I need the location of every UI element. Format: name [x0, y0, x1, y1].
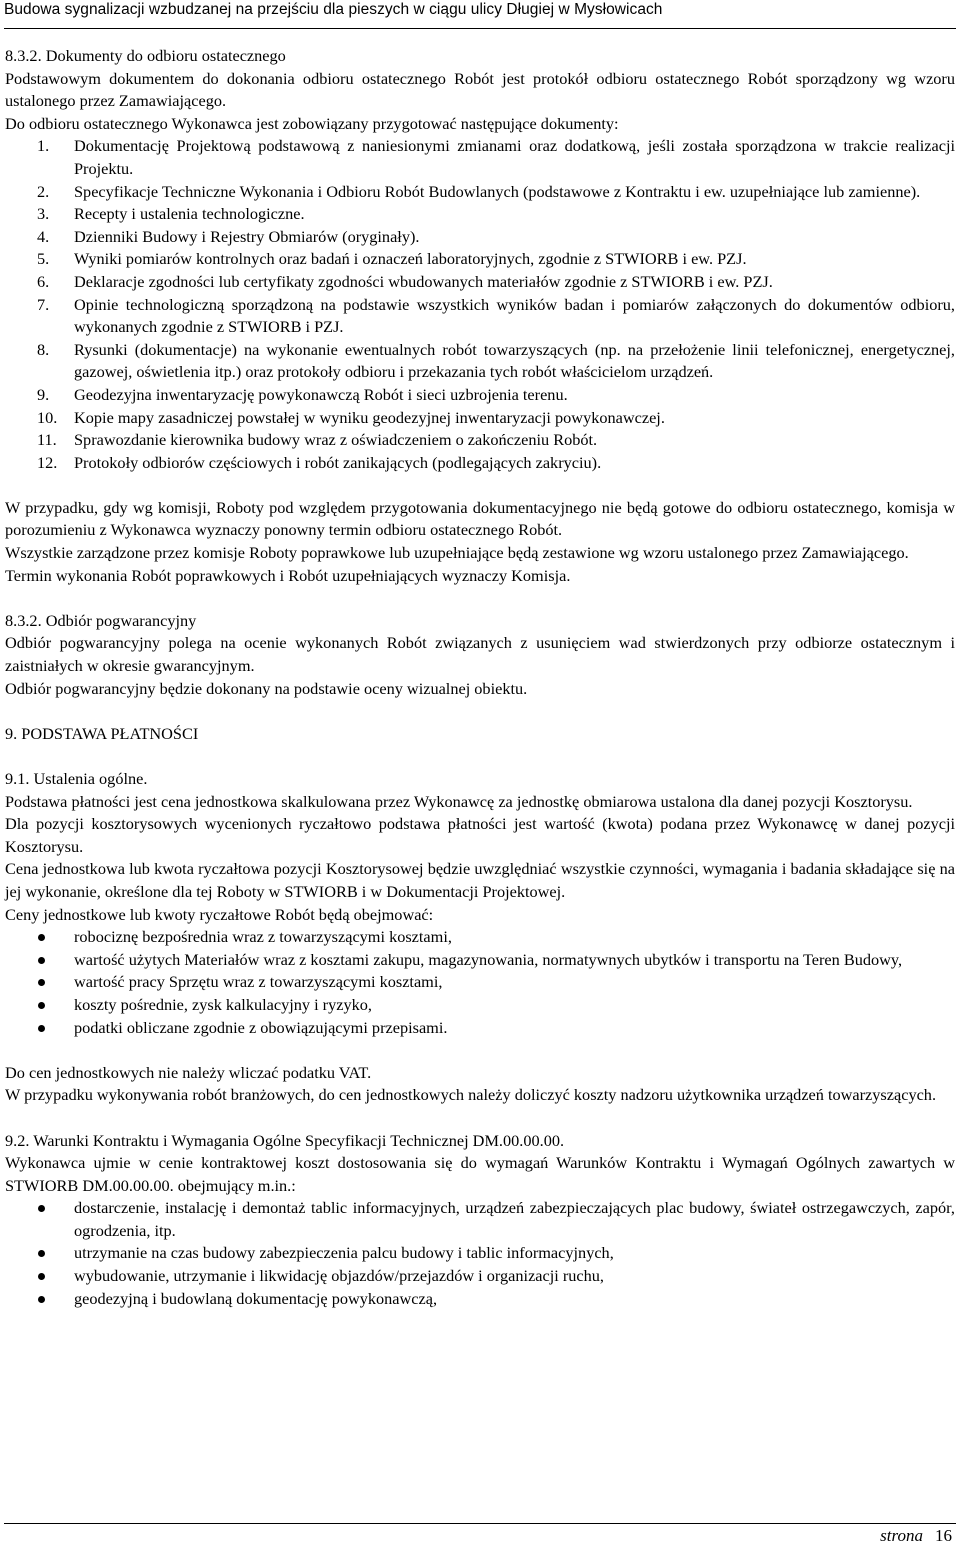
- list-item: [5, 181, 955, 204]
- bullet-text: robociznę bezpośrednia wraz z towarzyszącymi kosztami,: [74, 927, 452, 947]
- section-heading-post-warranty-acceptance: 8.3.2. Odbiór pogwarancyjny: [5, 610, 197, 630]
- section-heading-general-terms: 9.1. Ustalenia ogólne.: [5, 769, 148, 788]
- contract-costs-list: [5, 1197, 955, 1310]
- bullet-icon: [38, 1002, 45, 1009]
- list-item: [5, 226, 955, 249]
- bullet-text: dostarczenie, instalację i demontaż tablic informacyjnych, urządzeń zabezpieczających plac budowy, świateł ostrzegawczych, zapór, ogrodzenia, itp.: [74, 1198, 955, 1240]
- list-item-text: Recepty i ustalenia technologiczne.: [74, 204, 305, 224]
- paragraph: Cena jednostkowa lub kwota ryczałtowa pozycji Kosztorysowej będzie uwzględniać wszystkie czynności, wymagania i badania składające się na jej wykonanie, określone dla tej Roboty w STWIORB i w Dokumentacji Projektowej.: [5, 859, 955, 901]
- section-heading-payment-basis: 9. PODSTAWA PŁATNOŚCI: [5, 723, 199, 743]
- bullet-icon: [38, 1250, 45, 1257]
- bullet-text: wybudowanie, utrzymanie i likwidację objazdów/przejazdów i organizacji ruchu,: [74, 1266, 605, 1286]
- list-item-text: Protokoły odbiorów częściowych i robót zanikających (podlegających zakryciu).: [74, 452, 602, 472]
- document-body: [5, 45, 955, 1310]
- bullet-item: [5, 949, 955, 972]
- bullet-text: utrzymanie na czas budowy zabezpieczenia palcu budowy i tablic informacyjnych,: [74, 1243, 614, 1263]
- list-item-number: 5.: [37, 249, 50, 269]
- page-number: 16: [935, 1526, 952, 1545]
- section-heading-contract-terms: 9.2. Warunki Kontraktu i Wymagania Ogólne Specyfikacji Technicznej DM.00.00.00.: [5, 1130, 565, 1150]
- list-item-text: Dokumentację Projektową podstawową z naniesionymi zmianami oraz dodatkową, jeśli została sporządzona w trakcie realizacji Projektu.: [74, 136, 955, 178]
- page-footer: [880, 1526, 952, 1546]
- list-item-text: Opinie technologiczną sporządzoną na podstawie wszystkich wyników badan i pomiarów załączonych do dokumentów odbioru, wykonanych zgodnie z STWIORB i PZJ.: [74, 294, 955, 337]
- list-item: [5, 339, 955, 384]
- list-item-number: 12.: [37, 452, 58, 472]
- bullet-item: [5, 1242, 955, 1265]
- list-item-text: Wyniki pomiarów kontrolnych oraz badań i oznaczeń laboratoryjnych, zgodnie z STWIORB i ew. PZJ.: [74, 249, 747, 269]
- list-item-text: Deklaracje zgodności lub certyfikaty zgodności wbudowanych materiałów zgodnie z STWIORB i ew. PZJ.: [74, 271, 773, 291]
- bullet-text: wartość użytych Materiałów wraz z kosztami zakupu, magazynowania, normatywnych ubytków i transportu na Teren Budowy,: [74, 949, 903, 969]
- paragraph: Podstawowym dokumentem do dokonania odbioru ostatecznego Robót jest protokół odbioru ostatecznego Robót sporządzony wg wzoru ustalonego przez Zamawiającego.: [5, 68, 955, 111]
- paragraph: Odbiór pogwarancyjny polega na ocenie wykonanych Robót związanych z usunięciem wad stwierdzonych przy odbiorze ostatecznym i zaistniałych w okresie gwarancyjnym.: [5, 633, 955, 676]
- bullet-item: [5, 1265, 955, 1288]
- bullet-item: [5, 994, 955, 1017]
- bullet-item: [5, 1017, 955, 1040]
- paragraph: Wszystkie zarządzone przez komisje Roboty poprawkowe lub uzupełniające będą zestawione wg wzoru ustalonego przez Zamawiającego.: [5, 543, 909, 563]
- bullet-icon: [38, 934, 45, 941]
- page-header: [4, 0, 956, 29]
- list-item-text: Sprawozdanie kierownika budowy wraz z oświadczeniem o zakończeniu Robót.: [74, 430, 598, 450]
- bullet-text: podatki obliczane zgodnie z obowiązującymi przepisami.: [74, 1017, 448, 1037]
- bullet-item: [5, 926, 955, 949]
- list-item: [5, 203, 955, 226]
- section-heading-final-acceptance-documents: 8.3.2. Dokumenty do odbioru ostatecznego: [5, 46, 286, 65]
- paragraph: Podstawa płatności jest cena jednostkowa skalkulowana przez Wykonawcę za jednostkę obmiarowa ustalona dla danej pozycji Kosztorysu.: [5, 791, 913, 811]
- list-item-number: 11.: [37, 430, 57, 450]
- bullet-item: [5, 1197, 955, 1242]
- paragraph: Ceny jednostkowe lub kwoty ryczałtowe Robót będą obejmować:: [5, 904, 434, 924]
- bullet-icon: [38, 957, 45, 964]
- paragraph: Do odbioru ostatecznego Wykonawca jest zobowiązany przygotować następujące dokumenty:: [5, 113, 619, 133]
- list-item: [5, 452, 955, 475]
- list-item-number: 2.: [37, 181, 50, 201]
- document-title: Budowa sygnalizacji wzbudzanej na przejściu dla pieszych w ciągu ulicy Długiej w Mysłowicach: [4, 1, 663, 18]
- bullet-icon: [38, 1025, 45, 1032]
- footer-divider: [4, 1523, 956, 1524]
- list-item-text: Dzienniki Budowy i Rejestry Obmiarów (oryginały).: [74, 226, 420, 246]
- list-item-number: 3.: [37, 204, 50, 224]
- bullet-text: koszty pośrednie, zysk kalkulacyjny i ryzyko,: [74, 994, 372, 1014]
- bullet-text: geodezyjną i budowlaną dokumentację powykonawczą,: [74, 1288, 438, 1308]
- bullet-icon: [38, 1205, 45, 1212]
- bullet-icon: [38, 1273, 45, 1280]
- list-item-number: 6.: [37, 271, 50, 291]
- list-item-number: 9.: [37, 384, 50, 404]
- documents-list: [5, 135, 955, 474]
- bullet-icon: [38, 979, 45, 986]
- list-item-text: Rysunki (dokumentacje) na wykonanie ewentualnych robót towarzyszących (np. na przełożenie linii telefonicznej, energetycznej, gazowej, oświetlenia itp.) oraz protokoły odbioru i przekazania tych robót właścicielom urządzeń.: [74, 339, 955, 382]
- list-item-text: Kopie mapy zasadniczej powstałej w wyniku geodezyjnej inwentaryzacji powykonawczej.: [74, 407, 665, 427]
- bullet-item: [5, 971, 955, 994]
- price-components-list: [5, 926, 955, 1039]
- paragraph: Do cen jednostkowych nie należy wliczać podatku VAT.: [5, 1062, 372, 1082]
- list-item-number: 8.: [37, 339, 50, 359]
- list-item: [5, 248, 955, 271]
- bullet-text: wartość pracy Sprzętu wraz z towarzyszącymi kosztami,: [74, 972, 443, 992]
- list-item-text: Specyfikacje Techniczne Wykonania i Odbioru Robót Budowlanych (podstawowe z Kontraktu i ew. uzupełniające lub zamienne).: [74, 181, 921, 201]
- paragraph: Dla pozycji kosztorysowych wycenionych ryczałtowo podstawa płatności jest wartość (kwota) podana przez Wykonawcę w danej pozycji Kosztorysu.: [5, 814, 955, 856]
- list-item-number: 10.: [37, 407, 58, 427]
- paragraph: Odbiór pogwarancyjny będzie dokonany na podstawie oceny wizualnej obiektu.: [5, 678, 528, 698]
- paragraph: Termin wykonania Robót poprawkowych i Robót uzupełniających wyznaczy Komisja.: [5, 565, 571, 585]
- paragraph: Wykonawca ujmie w cenie kontraktowej koszt dostosowania się do wymagań Warunków Kontraktu i Wymagań Ogólnych zawartych w STWIORB DM.00.00.00. obejmujący m.in.:: [5, 1153, 955, 1195]
- list-item-number: 7.: [37, 294, 50, 314]
- list-item-number: 4.: [37, 226, 50, 246]
- bullet-icon: [38, 1296, 45, 1303]
- list-item-number: 1.: [37, 136, 50, 156]
- list-item: [5, 271, 955, 294]
- list-item-text: Geodezyjna inwentaryzację powykonawczą Robót i sieci uzbrojenia terenu.: [74, 384, 568, 404]
- list-item: [5, 407, 955, 430]
- paragraph: W przypadku wykonywania robót branżowych, do cen jednostkowych należy doliczyć koszty nadzoru użytkownika urządzeń towarzyszących.: [5, 1085, 937, 1105]
- bullet-item: [5, 1288, 955, 1311]
- page-label: strona: [880, 1526, 923, 1545]
- paragraph: W przypadku, gdy wg komisji, Roboty pod względem przygotowania dokumentacyjnego nie będą gotowe do odbioru ostatecznego, komisja w porozumieniu z Wykonawca wyznaczy ponowny termin odbioru ostatecznego Robót.: [5, 497, 955, 540]
- list-item: [5, 135, 955, 180]
- list-item: [5, 384, 955, 407]
- list-item: [5, 429, 955, 452]
- list-item: [5, 294, 955, 339]
